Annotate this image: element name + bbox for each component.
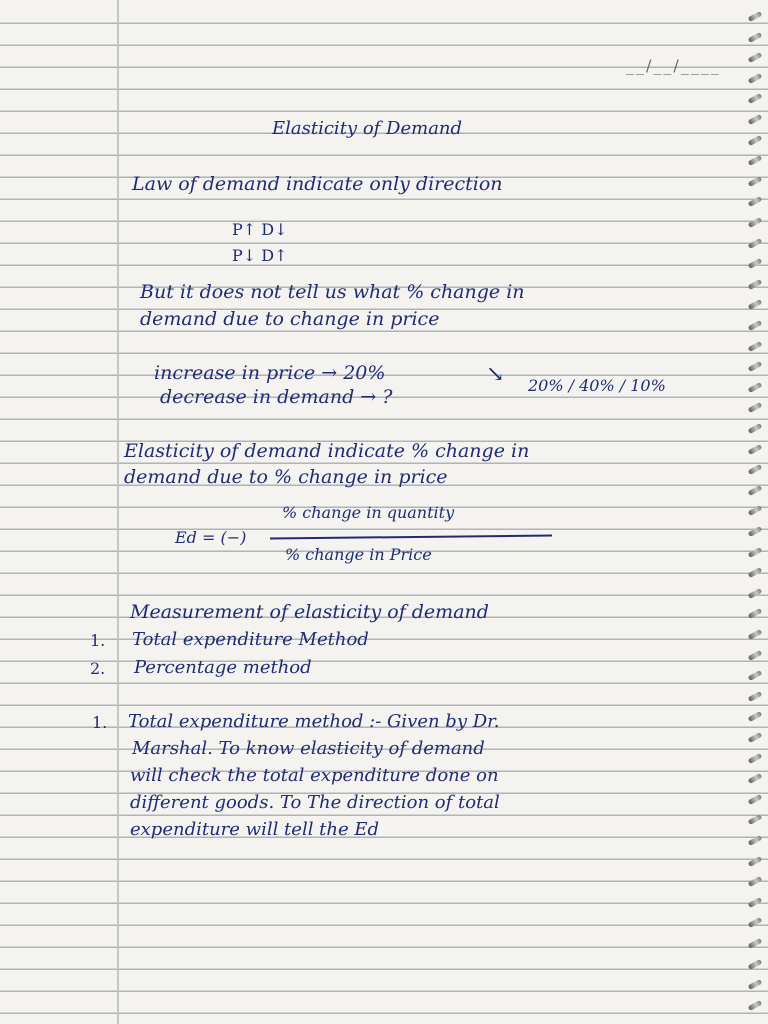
spiral-coil — [748, 32, 763, 43]
spiral-coil — [748, 73, 763, 84]
formula-numerator: % change in quantity — [282, 503, 455, 522]
method-1-label: Total expenditure Method — [132, 629, 369, 650]
spiral-coil — [748, 794, 763, 805]
spiral-coil — [748, 547, 763, 558]
spiral-coil — [748, 320, 763, 331]
example-increase: increase in price → 20% — [154, 362, 386, 384]
definition-line-2: demand due to % change in price — [124, 466, 448, 488]
spiral-coil — [748, 114, 763, 125]
but-line-1: But it does not tell us what % change in — [140, 281, 525, 303]
spiral-coil — [748, 176, 763, 187]
spiral-coil — [748, 856, 763, 867]
spiral-coil — [748, 238, 763, 249]
spiral-coil — [748, 773, 763, 784]
fraction-bar — [270, 535, 552, 540]
spiral-coil — [748, 650, 763, 661]
spiral-coil — [748, 629, 763, 640]
spiral-coil — [748, 52, 763, 63]
example-options: 20% / 40% / 10% — [528, 376, 666, 395]
page-title: Elasticity of Demand — [272, 118, 463, 139]
spiral-coil — [748, 1000, 763, 1011]
law-line: Law of demand indicate only direction — [132, 173, 503, 195]
spiral-coil — [748, 423, 763, 434]
tem-line-2: Marshal. To know elasticity of demand — [132, 738, 485, 759]
spiral-coil — [748, 11, 763, 22]
spiral-coil — [748, 299, 763, 310]
spiral-coil — [748, 402, 763, 413]
example-decrease: decrease in demand → ? — [160, 386, 393, 408]
definition-line-1: Elasticity of demand indicate % change in — [124, 440, 530, 462]
measurement-heading: Measurement of elasticity of demand — [130, 601, 489, 623]
tem-number: 1. — [92, 713, 108, 732]
spiral-coil — [748, 382, 763, 393]
tem-line-1: Total expenditure method :- Given by Dr. — [128, 711, 500, 732]
spiral-coil — [748, 155, 763, 166]
spiral-coil — [748, 959, 763, 970]
margin-line — [117, 0, 119, 1024]
spiral-coil — [748, 341, 763, 352]
method-2-label: Percentage method — [134, 657, 312, 678]
spiral-coil — [748, 670, 763, 681]
spiral-coil — [748, 814, 763, 825]
spiral-coil — [748, 279, 763, 290]
spiral-coil — [748, 938, 763, 949]
spiral-coil — [748, 835, 763, 846]
formula-lhs: Ed = (−) — [175, 528, 247, 547]
tem-line-4: different goods. To The direction of total — [130, 792, 500, 813]
spiral-coil — [748, 753, 763, 764]
spiral-binding — [742, 0, 768, 1024]
rule-price-up: P↑ D↓ — [232, 220, 288, 239]
spiral-coil — [748, 526, 763, 537]
spiral-coil — [748, 217, 763, 228]
method-2-number: 2. — [90, 659, 106, 678]
tem-line-5: expenditure will tell the Ed — [130, 819, 380, 840]
spiral-coil — [748, 444, 763, 455]
spiral-coil — [748, 361, 763, 372]
method-1-number: 1. — [90, 631, 106, 650]
date-marker: __/__/____ — [626, 56, 721, 75]
spiral-coil — [748, 196, 763, 207]
spiral-coil — [748, 588, 763, 599]
spiral-coil — [748, 135, 763, 146]
spiral-coil — [748, 979, 763, 990]
spiral-coil — [748, 464, 763, 475]
spiral-coil — [748, 917, 763, 928]
tem-line-3: will check the total expenditure done on — [130, 765, 499, 786]
spiral-coil — [748, 567, 763, 578]
spiral-coil — [748, 876, 763, 887]
spiral-coil — [748, 608, 763, 619]
spiral-coil — [748, 505, 763, 516]
spiral-coil — [748, 897, 763, 908]
example-arrow: ↘ — [486, 362, 505, 387]
spiral-coil — [748, 691, 763, 702]
spiral-coil — [748, 258, 763, 269]
spiral-coil — [748, 711, 763, 722]
spiral-coil — [748, 485, 763, 496]
rule-price-down: P↓ D↑ — [232, 246, 288, 265]
formula-denominator: % change in Price — [285, 545, 432, 564]
spiral-coil — [748, 732, 763, 743]
spiral-coil — [748, 93, 763, 104]
but-line-2: demand due to change in price — [140, 308, 440, 330]
